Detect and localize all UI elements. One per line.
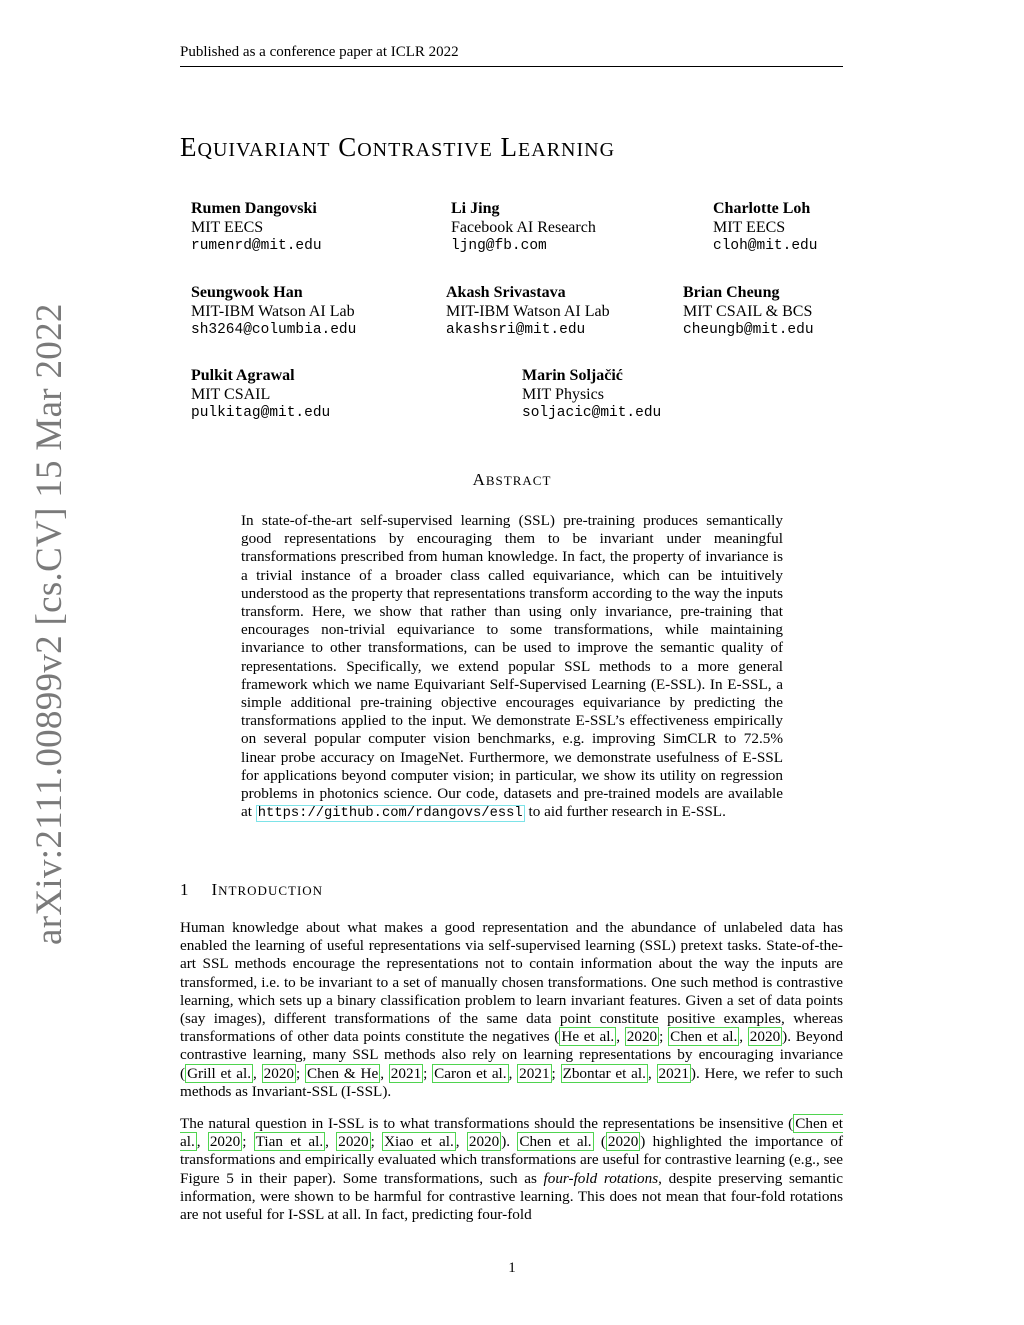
intro-paragraph-1: Human knowledge about what makes a good representation and the abundance of unlabeled data has enabled the learning of useful representations via self-supervised learning (SSL) pretext tasks. State-of-the-art SSL methods encourage the representations not to contain information about the way the inputs are transformed, i.e. to be invariant to a set of manually chosen transformations. One such method is contrastive learning, which sets up a binary classification problem to learn invariant features. Given a set of data points (say images), different transformations of the same data point constitute positive examples, whereas transformations of other data points constitute the negatives ( He et al. , 2020 ; Chen et al. , 2020 ). Beyond contrastive learning, many SSL methods also rely on learning representations by encouraging invariance ( Grill et al. , 2020 ; Chen & He , 2021 ; Caron et al. , 2021 ; Zbontar et al. , 2021 ). Here, we refer to such methods as Invariant-SSL (I-SSL). [180, 919, 844, 1100]
citation-link[interactable]: 2020 [209, 1133, 241, 1151]
author-email: cloh@mit.edu [713, 238, 818, 254]
citation-link[interactable]: Chen et al. [670, 1028, 738, 1046]
citation-link[interactable]: 2021 [390, 1064, 422, 1082]
author-email: cheungb@mit.edu [683, 322, 814, 338]
citation-link[interactable]: 2020 [263, 1064, 295, 1082]
page-number: 1 [508, 1260, 516, 1276]
citation-link[interactable]: 2021 [519, 1064, 550, 1082]
author-name: Li Jing [451, 200, 500, 217]
author-block [191, 199, 322, 256]
author-affiliation: MIT-IBM Watson AI Lab [191, 303, 355, 320]
author-name: Rumen Dangovski [191, 200, 317, 217]
author-email: akashsri@mit.edu [446, 322, 586, 338]
author-affiliation: MIT EECS [713, 219, 786, 236]
author-affiliation: MIT Physics [522, 386, 604, 403]
citation-link[interactable]: Chen et al. [180, 1115, 843, 1151]
paper-title: EQUIVARIANT CONTRASTIVE LEARNING [180, 132, 616, 162]
author-affiliation: MIT-IBM Watson AI Lab [446, 303, 610, 320]
running-header: Published as a conference paper at ICLR 2022 [180, 44, 843, 67]
abstract-heading: ABSTRACT [472, 470, 552, 489]
citation-link[interactable]: Caron et al. [434, 1064, 507, 1082]
section-heading: 1 INTRODUCTION [180, 880, 324, 899]
author-email: rumenrd@mit.edu [191, 238, 322, 254]
citation-link[interactable]: Grill et al. [187, 1064, 252, 1082]
author-email: pulkitag@mit.edu [191, 405, 331, 421]
author-name: Marin Soljačić [522, 367, 623, 384]
author-block [522, 366, 661, 423]
author-name: Charlotte Loh [713, 200, 811, 217]
abstract-text: In state-of-the-art self-supervised learning (SSL) pre-training produces semantically good representations by encouraging them to be invariant under meaningful transformations prescribed from human knowledge. In fact, the property of invariance is a trivial instance of a broader class called equivariance, which can be intuitively understood as the property that representations transform according to the way the inputs transform. Here, we show that rather than using only invariance, pre-training that encourages non-trivial equivariance to some transformations, while maintaining invariance to other transformations, can be used to improve the semantic quality of representations. Specifically, we extend popular SSL methods to a more general framework which we name Equivariant Self-Supervised Learning (E-SSL). In E-SSL, a simple additional pre-training objective encourages equivariance by predicting the transformations applied to the input. We demonstrate E-SSL’s effectiveness empirically on several popular computer vision benchmarks, e.g. improving SimCLR to 72.5% linear probe accuracy on ImageNet. Furthermore, we demonstrate usefulness of E-SSL for applications beyond computer vision; in particular, we show its utility on regression problems in photonics science. Our code, datasets and pre-trained models are available at [241, 512, 783, 821]
author-block [713, 199, 817, 256]
author-name: Brian Cheung [683, 284, 780, 301]
arxiv-stamp: arXiv:2111.00899v2 [cs.CV] 15 Mar 2022 [29, 303, 70, 945]
author-block [451, 199, 596, 256]
citation-link[interactable]: Tian et al. [255, 1133, 324, 1151]
citation-link[interactable]: Chen & He [307, 1064, 379, 1082]
citation-link[interactable]: Chen et al. [519, 1133, 592, 1151]
author-email: soljacic@mit.edu [522, 405, 662, 421]
arxiv-stamp-container [28, 303, 78, 945]
citation-link[interactable]: 2020 [626, 1028, 658, 1046]
author-block [191, 283, 356, 340]
author-email: ljng@fb.com [451, 238, 547, 254]
code-repo-link[interactable]: https://github.com/rdangovs/essl [257, 806, 523, 822]
citation-link[interactable]: He et al. [561, 1028, 615, 1046]
author-name: Seungwook Han [191, 284, 303, 301]
author-affiliation: MIT EECS [191, 219, 264, 236]
author-email: sh3264@columbia.edu [191, 322, 357, 338]
author-name: Akash Srivastava [446, 284, 566, 301]
author-block [446, 283, 610, 340]
citation-link[interactable]: 2020 [338, 1133, 369, 1151]
citation-link[interactable]: Zbontar et al. [562, 1064, 646, 1082]
intro-paragraph-2: The natural question in I-SSL is to what transformations should the representations be insensitive ( Chen et al. , 2020 ; Tian et al. , 2020 ; Xiao et al. , 2020 ). Chen et al. ( 2020 ) highlighted the importance of transformations and empirically evaluated which transformations are useful for contrastive learning (e.g., see Figure 5 in their paper). Some transformations, such as four-fold rotations, despite preserving semantic information, were shown to be harmful for contrastive learning. This does not mean that four-fold rotations are not useful for I-SSL at all. In fact, predicting four-fold [180, 1115, 844, 1224]
citation-link[interactable]: 2020 [749, 1028, 781, 1046]
citation-link[interactable]: 2020 [607, 1133, 639, 1151]
author-block [191, 366, 330, 423]
abstract-body [241, 512, 783, 823]
author-affiliation: Facebook AI Research [451, 219, 596, 236]
author-affiliation: MIT CSAIL & BCS [683, 303, 813, 320]
author-name: Pulkit Agrawal [191, 367, 295, 384]
citation-link[interactable]: 2020 [468, 1133, 500, 1151]
author-affiliation: MIT CSAIL [191, 386, 271, 403]
citation-link[interactable]: Xiao et al. [384, 1133, 454, 1151]
citation-link[interactable]: 2021 [658, 1064, 689, 1082]
abstract-tail: to aid further research in E-SSL. [524, 803, 726, 821]
author-block [683, 283, 814, 340]
